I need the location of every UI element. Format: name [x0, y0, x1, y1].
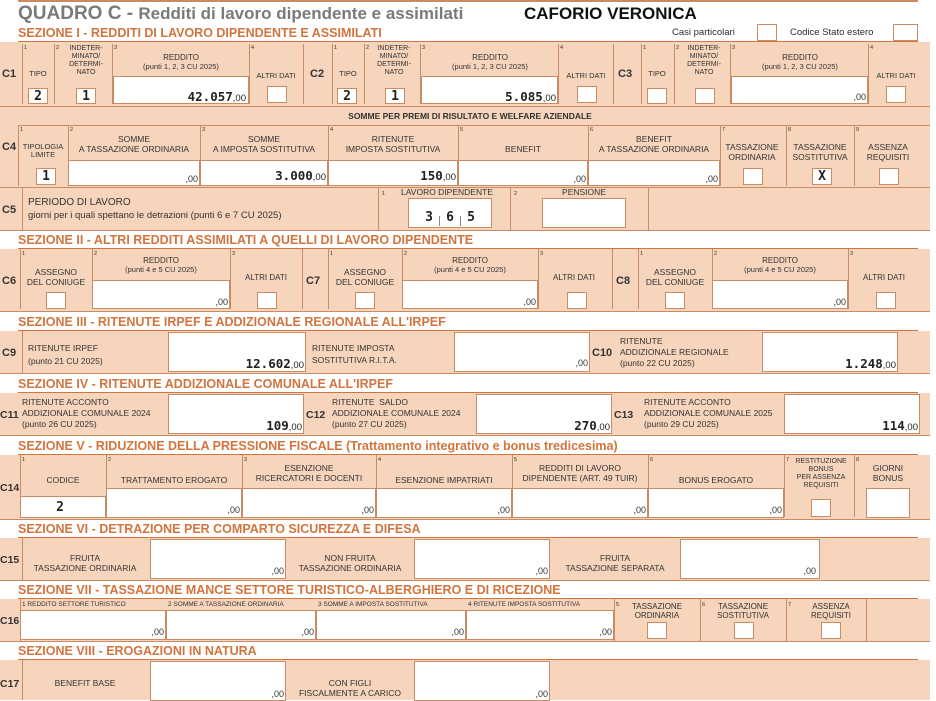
c14-restituzione-field[interactable]: [811, 499, 831, 517]
c4-tipologia-value: 1: [42, 169, 50, 184]
section-5-name: SEZIONE V - RIDUZIONE DELLA PRESSIONE FISCALE: [18, 439, 343, 453]
c1-reddito-value: 42.057,00: [187, 89, 246, 104]
c16-somme-ord-label: 2 SOMME A TASSAZIONE ORDINARIA: [168, 601, 284, 608]
section-2-title: SEZIONE II - ALTRI REDDITI ASSIMILATI A QUELLI DI LAVORO DIPENDENTE: [18, 233, 474, 247]
c11-label: RITENUTE ACCONTO ADDIZIONALE COMUNALE 2024 (punto 26 CU 2025): [22, 397, 151, 429]
c4-benefit-ord-label: BENEFIT A TASSAZIONE ORDINARIA: [598, 134, 710, 154]
c4-assenza-field[interactable]: [879, 168, 899, 185]
section-1-title: SEZIONE I - REDDITI DI LAVORO DIPENDENTE E ASSIMILATI: [18, 26, 382, 40]
c8-altri-dati-field[interactable]: [876, 292, 896, 309]
c14-codice-value: 2: [56, 500, 64, 515]
c3-tipo-label: TIPO: [648, 69, 666, 78]
c9-irpef-sub: (punto 21 CU 2025): [28, 356, 103, 366]
c8-reddito-cents: ,00: [833, 297, 846, 307]
c12-value: 270,00: [574, 418, 610, 433]
row-code-c10: C10: [592, 347, 613, 359]
row-code-c16: C16: [0, 615, 20, 627]
c17-con-figli-label: CON FIGLI FISCALMENTE A CARICO: [298, 678, 402, 698]
c1-altri-dati-field[interactable]: [267, 86, 287, 103]
c16-tass-ord-label: TASSAZIONE ORDINARIA: [631, 602, 683, 620]
c4-benefit-cents: ,00: [573, 174, 586, 184]
c15-non-fruita-label: NON FRUITA TASSAZIONE ORDINARIA: [298, 553, 402, 573]
c1-indet-label: INDETER- MINATO/ DETERMI- NATO: [69, 45, 103, 76]
c15-fruita-sep-cents: ,00: [803, 566, 816, 576]
row-code-c15: C15: [0, 554, 20, 566]
c8-reddito-sub: (punti 4 e 5 CU 2025): [744, 265, 816, 274]
premi-title: SOMME PER PREMI DI RISULTATO E WELFARE AZIENDALE: [348, 111, 592, 121]
c4-benefit-ord-cents: ,00: [705, 174, 718, 184]
c6-altri-dati-label: ALTRI DATI: [245, 273, 287, 282]
row-code-c17: C17: [0, 678, 20, 690]
c17-benefit-base-cents: ,00: [271, 689, 284, 699]
c13-label: RITENUTE ACCONTO ADDIZIONALE COMUNALE 2025 (punto 29 CU 2025): [644, 397, 773, 429]
c14-tratt-label: TRATTAMENTO EROGATO: [120, 475, 228, 485]
page-title: QUADRO C - Redditi di lavoro dipendente e assimilati: [18, 3, 464, 24]
c14-esenz-imp-cents: ,00: [497, 505, 510, 515]
row-code-c13: C13: [614, 409, 634, 421]
c16-somme-sost-cents: ,00: [451, 627, 464, 637]
section-3-title: SEZIONE III - RITENUTE IRPEF E ADDIZIONALE REGIONALE ALL'IRPEF: [18, 315, 446, 329]
row-code-c5: C5: [2, 204, 17, 216]
c16-reddito-cents: ,00: [151, 627, 164, 637]
c4-rit-sost-label: RITENUTE IMPOSTA SOSTITUTIVA: [345, 134, 441, 154]
c14-esenz-imp-label: ESENZIONE IMPATRIATI: [395, 475, 493, 485]
c10-add-reg-label: RITENUTE ADDIZIONALE REGIONALE (punto 22 CU 2025): [620, 336, 729, 368]
c1-indet-value: 1: [82, 89, 90, 104]
c17-con-figli-cents: ,00: [535, 689, 548, 699]
c6-altri-dati-field[interactable]: [257, 292, 277, 309]
row-code-c2: C2: [310, 68, 325, 80]
codice-stato-label: Codice Stato estero: [790, 27, 874, 38]
c6-reddito-label: REDDITO: [143, 256, 179, 265]
row-code-c8: C8: [616, 275, 631, 287]
c9-rita-label: RITENUTE IMPOSTA SOSTITUTIVA R.I.T.A.: [312, 343, 397, 365]
c14-esenz-ric-cents: ,00: [361, 505, 374, 515]
c9-irpef-value: 12.602,00: [245, 356, 304, 371]
c16-somme-sost-text: SOMME A IMPOSTA SOSTITUTIVA: [323, 601, 428, 608]
c3-altri-dati-field[interactable]: [886, 86, 906, 103]
c9-rita-cents: ,00: [575, 358, 588, 368]
c7-assegno-field[interactable]: [355, 292, 375, 309]
c8-reddito-label: REDDITO: [762, 256, 798, 265]
quadro-code: QUADRO C: [18, 3, 122, 24]
c3-tipo-field[interactable]: [647, 88, 667, 104]
c5-pensione-field[interactable]: [542, 198, 626, 228]
c16-rit-sost-label: 4 RITENUTE IMPOSTA SOSTITUTIVA: [468, 601, 581, 608]
c14-giorni-label: GIORNI BONUS: [872, 463, 904, 483]
c2-tipo-label: TIPO: [339, 69, 357, 78]
c2-tipo-value: 2: [343, 89, 351, 104]
c16-assenza-label: ASSENZA REQUISITI: [810, 602, 851, 620]
c6-assegno-label: ASSEGNO DEL CONIUGE: [26, 267, 86, 287]
c15-fruita-sep-label: FRUITA TASSAZIONE SEPARATA: [565, 553, 665, 573]
c4-tass-sost-label: TASSAZIONE SOSTITUTIVA: [792, 142, 848, 162]
c3-indet-field[interactable]: [695, 88, 715, 104]
c3-altri-dati-label: ALTRI DATI: [876, 71, 916, 80]
c15-fruita-ord-cents: ,00: [271, 566, 284, 576]
c14-giorni-field[interactable]: [866, 488, 910, 518]
row-code-c4: C4: [2, 141, 17, 153]
row-code-c7: C7: [306, 275, 321, 287]
section-5-title: [18, 439, 618, 453]
c14-bonus-cents: ,00: [769, 505, 782, 515]
c16-tass-ord-field[interactable]: [647, 622, 667, 639]
row-code-c12: C12: [306, 409, 326, 421]
c2-indet-label: INDETER- MINATO/ DETERMI- NATO: [377, 45, 411, 76]
section-5-sub: (Trattamento integrativo e bonus tredicesima): [346, 439, 618, 453]
c6-assegno-field[interactable]: [46, 292, 66, 309]
c7-reddito-cents: ,00: [523, 297, 536, 307]
c14-redditi49-label: REDDITI DI LAVORO DIPENDENTE (ART. 49 TUIR): [522, 463, 638, 483]
c7-reddito-sub: (punti 4 e 5 CU 2025): [434, 265, 506, 274]
c15-non-fruita-cents: ,00: [535, 566, 548, 576]
taxpayer-name: CAFORIO VERONICA: [524, 4, 697, 23]
c2-reddito-label: REDDITO: [472, 53, 508, 62]
c5-pensione-label: PENSIONE: [562, 187, 606, 197]
casi-particolari-label: Casi particolari: [672, 27, 735, 38]
c14-tratt-cents: ,00: [227, 505, 240, 515]
row-code-c9: C9: [2, 347, 17, 359]
c7-altri-dati-field[interactable]: [567, 292, 587, 309]
c16-assenza-field[interactable]: [821, 622, 841, 639]
section-4-title: SEZIONE IV - RITENUTE ADDIZIONALE COMUNALE ALL'IRPEF: [18, 377, 393, 391]
c8-assegno-field[interactable]: [665, 292, 685, 309]
c9-irpef-label: RITENUTE IRPEF: [28, 343, 98, 353]
quadro-subtitle: Redditi di lavoro dipendente e assimilati: [138, 4, 464, 23]
c11-value: 109,00: [266, 418, 302, 433]
row-code-c11: C11: [0, 409, 19, 421]
c16-somme-ord-cents: ,00: [301, 627, 314, 637]
c14-bonus-label: BONUS EROGATO: [678, 475, 754, 485]
section-8-title: SEZIONE VIII - EROGAZIONI IN NATURA: [18, 644, 257, 658]
row-code-c14: C14: [0, 482, 20, 494]
c16-rit-sost-text: RITENUTE IMPOSTA SOSTITUTIVA: [473, 601, 581, 608]
c4-tipologia-label: TIPOLOGIA LIMITE: [22, 142, 64, 159]
c7-altri-dati-label: ALTRI DATI: [553, 273, 595, 282]
c3-reddito-sub: (punti 1, 2, 3 CU 2025): [762, 62, 838, 71]
c5-lav-dip-label: LAVORO DIPENDENTE: [401, 187, 493, 197]
c15-fruita-ord-label: FRUITA TASSAZIONE ORDINARIA: [33, 553, 137, 573]
c4-rit-sost-value: 150,00: [420, 168, 456, 183]
c2-reddito-sub: (punti 1, 2, 3 CU 2025): [452, 62, 528, 71]
c2-altri-dati-field[interactable]: [577, 86, 597, 103]
c14-restituzione-label: RESTITUZIONE BONUS PER ASSENZA REQUISITI: [795, 458, 847, 489]
c1-reddito-label: REDDITO: [163, 53, 199, 62]
c1-tipo-label: TIPO: [29, 69, 47, 78]
section-7-title: SEZIONE VII - TASSAZIONE MANCE SETTORE TURISTICO-ALBERGHIERO E DI RICEZIONE: [18, 583, 561, 597]
c7-assegno-label: ASSEGNO DEL CONIUGE: [335, 267, 395, 287]
casi-particolari-field[interactable]: [757, 24, 777, 41]
c4-somme-sost-label: SOMME A IMPOSTA SOSTITUTIVA: [212, 134, 316, 154]
c2-altri-dati-label: ALTRI DATI: [566, 71, 606, 80]
c7-reddito-label: REDDITO: [452, 256, 488, 265]
c3-indet-label: INDETER- MINATO/ DETERMI- NATO: [687, 45, 721, 76]
c8-altri-dati-label: ALTRI DATI: [863, 273, 905, 282]
c1-tipo-value: 2: [34, 89, 42, 104]
c14-codice-label: CODICE: [46, 475, 80, 485]
c1-altri-dati-label: ALTRI DATI: [256, 71, 296, 80]
c5-periodo-label: PERIODO DI LAVORO: [28, 197, 131, 208]
c6-reddito-cents: ,00: [215, 297, 228, 307]
c4-somme-ord-cents: ,00: [185, 174, 198, 184]
c14-redditi49-cents: ,00: [633, 505, 646, 515]
c16-reddito-label: 1 REDDITO SETTORE TURISTICO: [22, 601, 126, 608]
c16-rit-sost-cents: ,00: [599, 627, 612, 637]
c4-somme-ord-label: SOMME A TASSAZIONE ORDINARIA: [78, 134, 190, 154]
c16-somme-sost-label: 3 SOMME A IMPOSTA SOSTITUTIVA: [318, 601, 428, 608]
c4-benefit-label: BENEFIT: [505, 144, 541, 154]
c3-reddito-label: REDDITO: [782, 53, 818, 62]
c4-tass-ord-field[interactable]: [743, 168, 763, 185]
c3-reddito-cents: ,00: [853, 92, 866, 102]
row-code-c1: C1: [2, 68, 17, 80]
row-code-c6: C6: [2, 275, 17, 287]
c12-label: RITENUTE SALDO ADDIZIONALE COMUNALE 2024 (punto 27 CU 2025): [332, 397, 461, 429]
c5-periodo-sub: giorni per i quali spettano le detrazioni (punti 6 e 7 CU 2025): [28, 210, 282, 221]
c10-add-reg-value: 1.248,00: [845, 356, 896, 371]
c4-somme-sost-value: 3.000,00: [275, 168, 326, 183]
c5-giorni-value: 3 6 5: [425, 210, 475, 225]
c4-tass-sost-value: X: [818, 169, 826, 184]
c16-reddito-text: REDDITO SETTORE TURISTICO: [27, 601, 126, 608]
c2-indet-value: 1: [391, 89, 399, 104]
c16-tass-sost-field[interactable]: [734, 622, 754, 639]
c13-value: 114,00: [882, 418, 918, 433]
c1-reddito-sub: (punti 1, 2, 3 CU 2025): [143, 62, 219, 71]
c6-reddito-sub: (punti 4 e 5 CU 2025): [125, 265, 197, 274]
section-6-title: SEZIONE VI - DETRAZIONE PER COMPARTO SICUREZZA E DIFESA: [18, 522, 421, 536]
codice-stato-field[interactable]: [893, 24, 918, 41]
c16-tass-sost-label: TASSAZIONE SOSTITUTIVA: [717, 602, 769, 620]
c17-benefit-base-label: BENEFIT BASE: [54, 678, 116, 688]
c4-tass-ord-label: TASSAZIONE ORDINARIA: [725, 142, 779, 162]
row-code-c3: C3: [618, 68, 633, 80]
c2-reddito-value: 5.085,00: [505, 89, 556, 104]
c14-esenz-ric-label: ESENZIONE RICERCATORI E DOCENTI: [255, 463, 363, 483]
c4-assenza-label: ASSENZA REQUISITI: [866, 142, 910, 162]
c16-somme-ord-text: SOMME A TASSAZIONE ORDINARIA: [173, 601, 284, 608]
c8-assegno-label: ASSEGNO DEL CONIUGE: [645, 267, 705, 287]
